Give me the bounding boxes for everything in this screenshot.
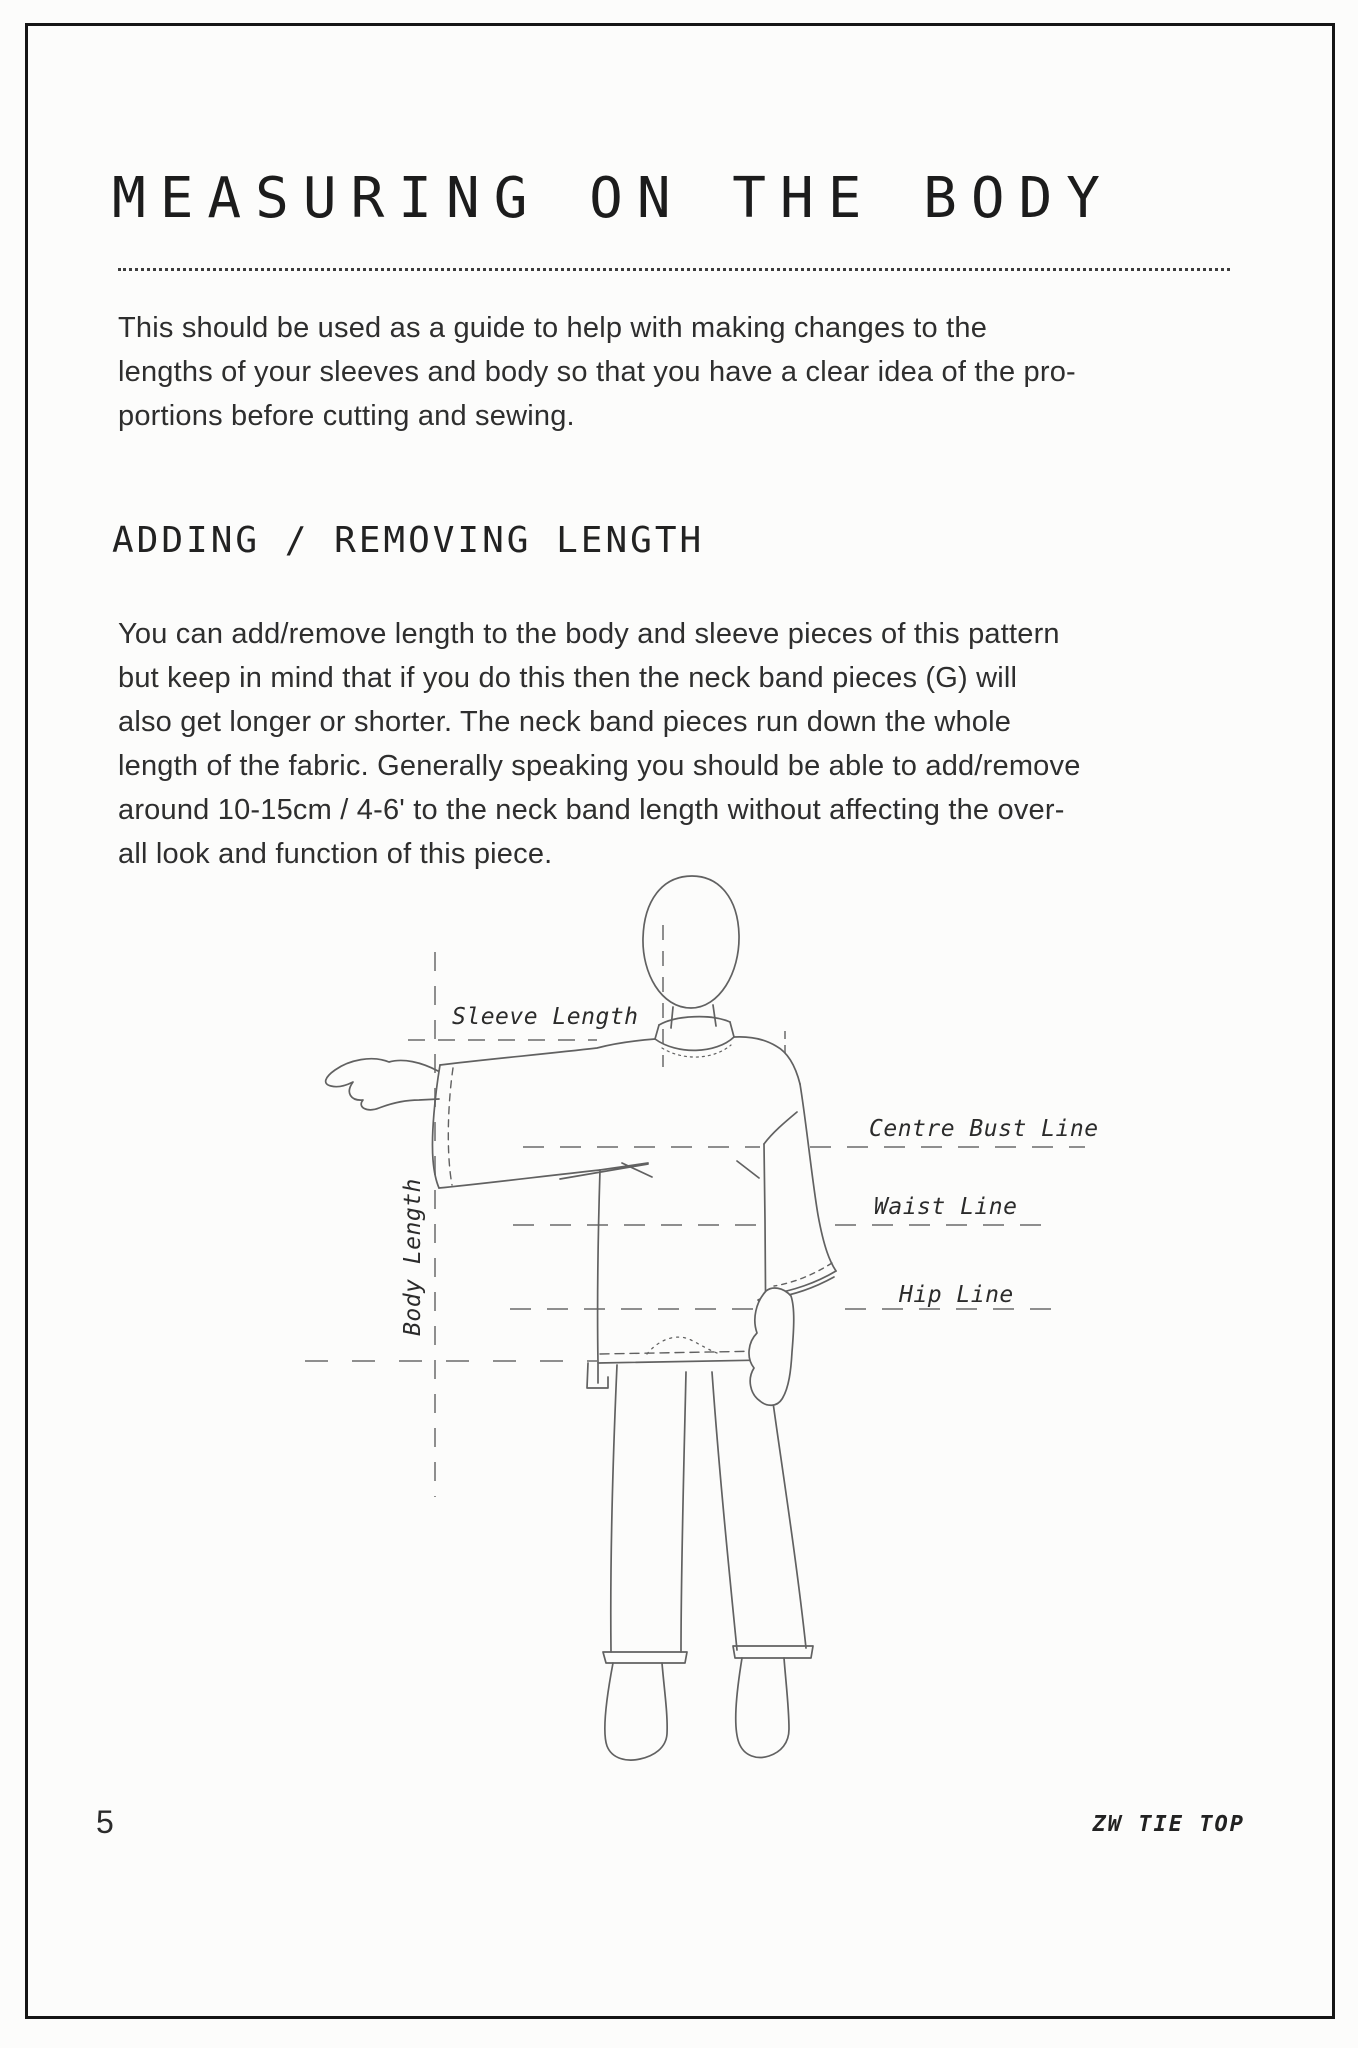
label-hip-line: Hip Line xyxy=(899,1282,1014,1308)
page-number: 5 xyxy=(96,1804,114,1840)
text-line: around 10-15cm / 4-6' to the neck band length without affecting the over- xyxy=(118,794,1065,826)
page-title: MEASURING ON THE BODY xyxy=(112,166,1115,231)
label-sleeve-length: Sleeve Length xyxy=(452,1004,639,1030)
footer-brand: ZW TIE TOP xyxy=(1092,1812,1245,1837)
label-body-length: Body Length xyxy=(400,1178,426,1336)
dotted-divider xyxy=(118,268,1230,271)
section-heading: ADDING / REMOVING LENGTH xyxy=(112,520,705,561)
intro-paragraph xyxy=(118,306,1076,438)
text-line: length of the fabric. Generally speaking you should be able to add/remove xyxy=(118,750,1081,782)
text-line: This should be used as a guide to help with making changes to the xyxy=(118,312,988,344)
text-line: also get longer or shorter. The neck band pieces run down the whole xyxy=(118,706,1012,738)
text-line: portions before cutting and sewing. xyxy=(118,400,575,432)
text-line: You can add/remove length to the body and sleeve pieces of this pattern xyxy=(118,618,1060,650)
text-line: lengths of your sleeves and body so that you have a clear idea of the pro- xyxy=(118,356,1076,388)
label-waist-line: Waist Line xyxy=(874,1194,1018,1220)
text-line: all look and function of this piece. xyxy=(118,838,553,870)
section-paragraph xyxy=(118,612,1081,876)
label-centre-bust-line: Centre Bust Line xyxy=(869,1116,1099,1142)
text-line: but keep in mind that if you do this then the neck band pieces (G) will xyxy=(118,662,1018,694)
